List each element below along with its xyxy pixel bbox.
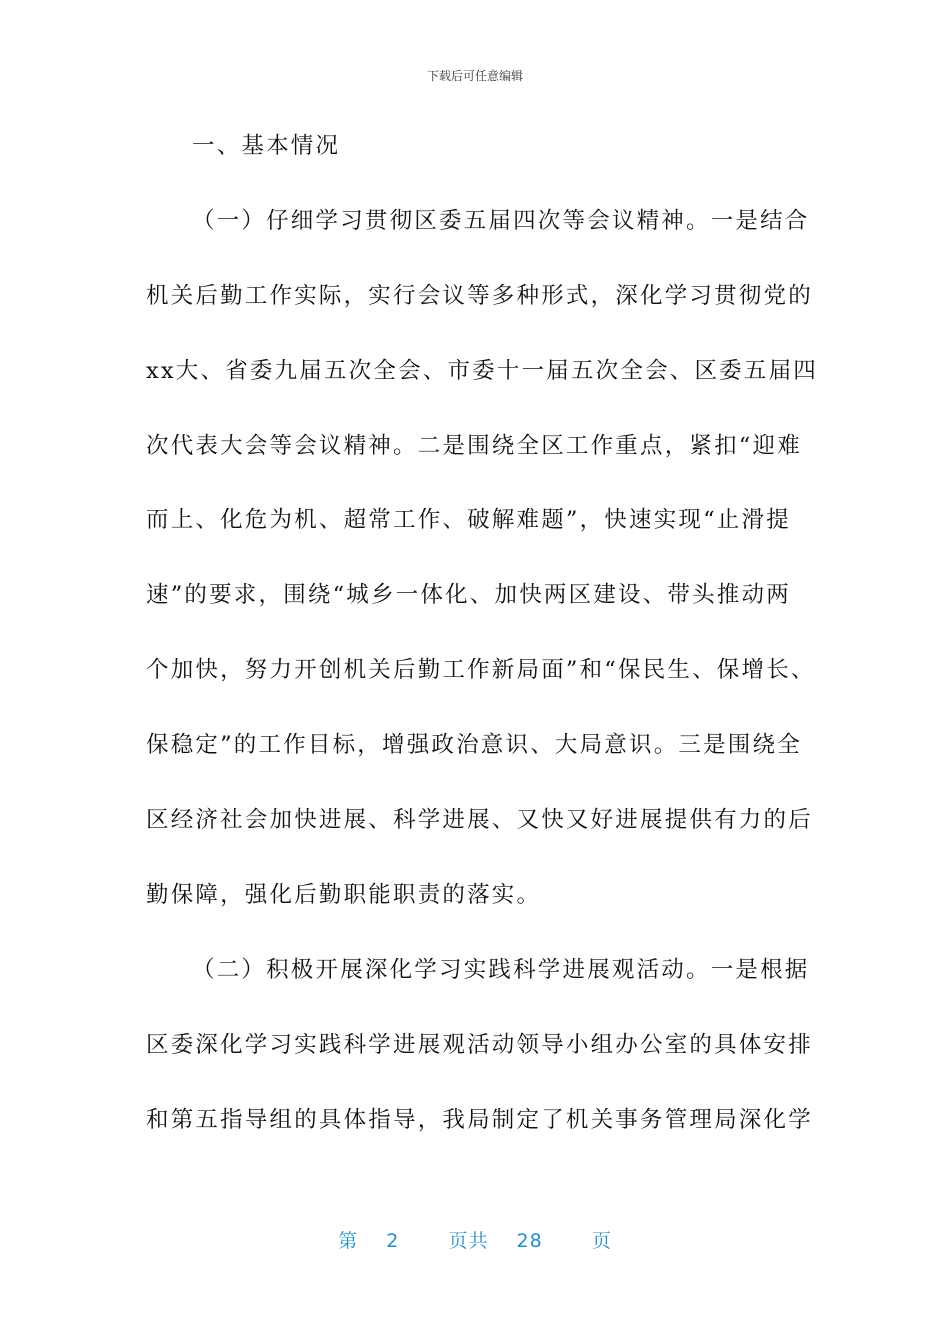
paragraph-line: 速”的要求，围绕“城乡一体化、加快两区建设、带头推动两 [146,582,791,609]
section-heading: 一、基本情况 [192,133,341,159]
paragraph-line: xx大、省委九届五次全会、市委十一届五次全会、区委五届四 [146,357,818,384]
paragraph-line: 区经济社会加快进展、科学进展、又快又好进展提供有力的后 [146,807,813,834]
total-pages-number: 28 [516,1230,543,1252]
current-page-number: 2 [386,1230,400,1252]
paragraph-line: 和第五指导组的具体指导，我局制定了机关事务管理局深化学 [146,1106,813,1133]
paragraph-line: 勤保障，强化后勤职能职责的落实。 [146,881,542,908]
footer-middle: 页共 [448,1230,489,1252]
paragraph-line: 区委深化学习实践科学进展观活动领导小组办公室的具体安排 [146,1031,813,1058]
document-body [146,124,818,1172]
paragraph-line: （二）积极开展深化学习实践科学进展观活动。一是根据 [192,956,810,983]
paragraph-line: 保稳定”的工作目标，增强政治意识、大局意识。三是围绕全 [146,732,802,759]
footer-suffix: 页 [591,1230,612,1252]
paragraph-line: 而上、化危为机、超常工作、破解难题”，快速实现“止滑提 [146,507,791,534]
paragraph-line: 机关后勤工作实际，实行会议等多种形式，深化学习贯彻党的 [146,282,813,309]
header-note: 下载后可任意编辑 [426,69,523,83]
paragraph-line: 次代表大会等会议精神。二是围绕全区工作重点，紧扣“迎难 [146,432,802,459]
paragraph-line: 个加快，努力开创机关后勤工作新局面”和“保民生、保增长、 [146,657,816,684]
footer-prefix: 第 [338,1230,359,1252]
paragraph-line: （一）仔细学习贯彻区委五届四次等会议精神。一是结合 [192,207,810,234]
page-footer [0,1226,950,1253]
